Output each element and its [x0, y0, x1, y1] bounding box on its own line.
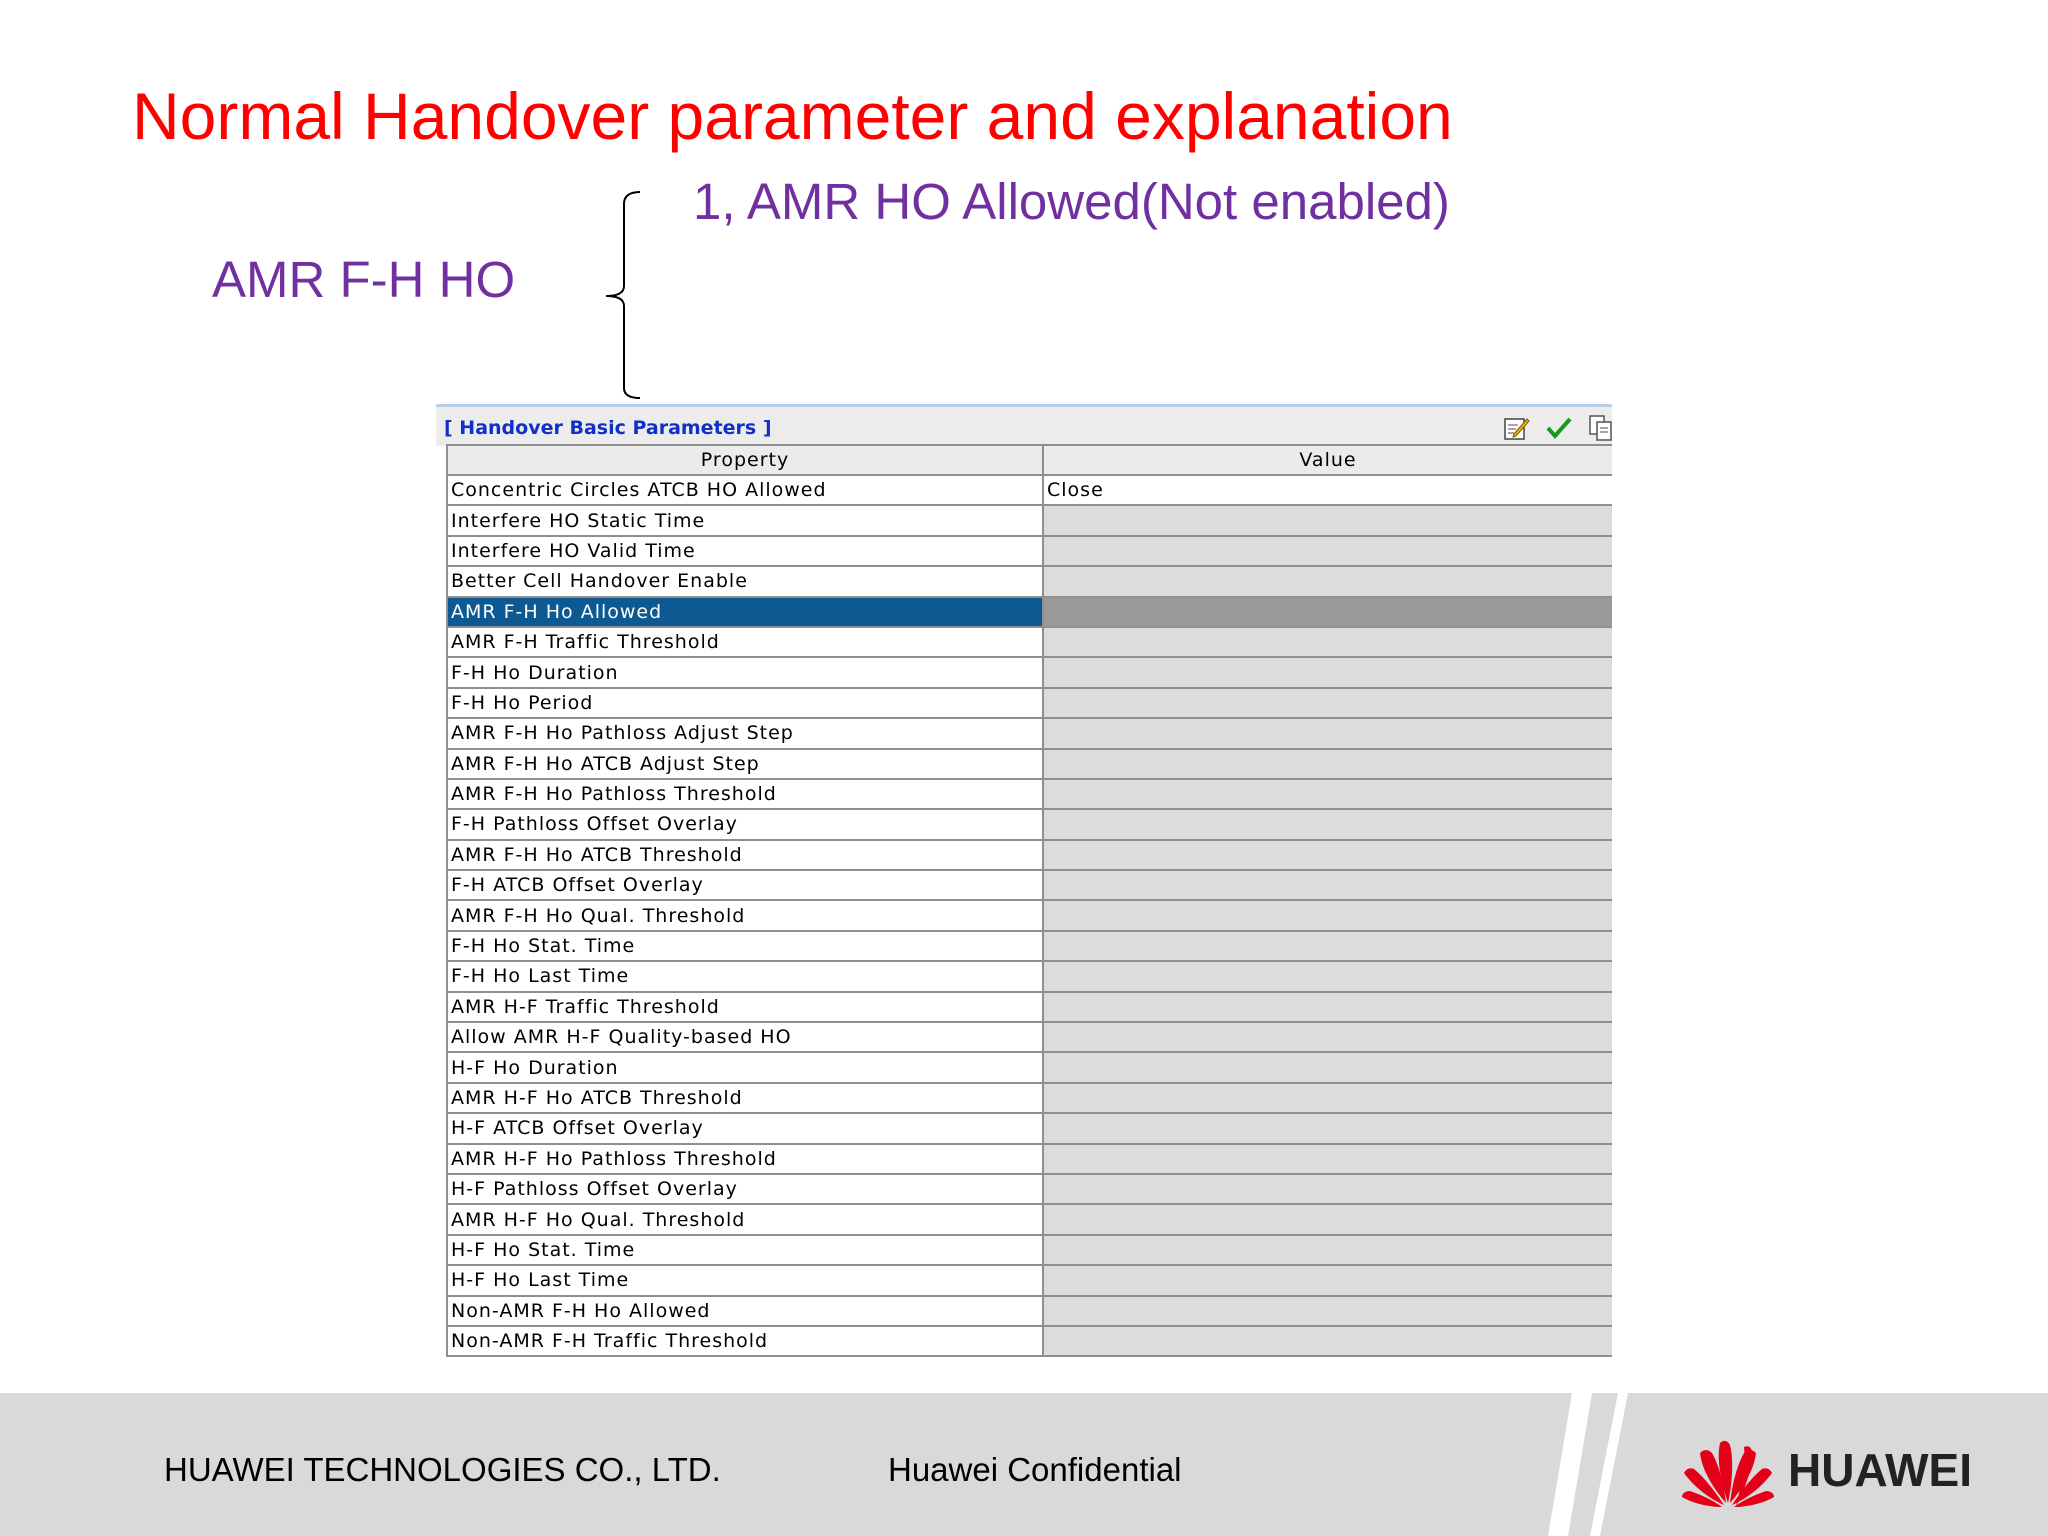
footer [0, 1393, 2048, 1536]
value-cell[interactable] [1043, 870, 1612, 900]
property-cell[interactable]: H-F Ho Last Time [447, 1265, 1043, 1295]
table-row[interactable] [447, 961, 1612, 991]
value-cell[interactable] [1043, 657, 1612, 687]
property-cell[interactable]: F-H Ho Stat. Time [447, 931, 1043, 961]
table-row[interactable] [447, 566, 1612, 596]
property-cell[interactable]: AMR F-H Ho ATCB Adjust Step [447, 749, 1043, 779]
footer-company: HUAWEI TECHNOLOGIES CO., LTD. [164, 1451, 721, 1488]
logo-wordmark: HUAWEI [1788, 1444, 1972, 1496]
property-cell[interactable]: Interfere HO Static Time [447, 505, 1043, 535]
table-row[interactable] [447, 779, 1612, 809]
value-cell[interactable] [1043, 1265, 1612, 1295]
value-cell[interactable] [1043, 1174, 1612, 1204]
topic-label: AMR F-H HO [212, 251, 516, 308]
property-cell[interactable]: H-F ATCB Offset Overlay [447, 1113, 1043, 1143]
property-cell[interactable]: Interfere HO Valid Time [447, 536, 1043, 566]
property-cell[interactable]: AMR F-H Ho Pathloss Threshold [447, 779, 1043, 809]
slide-title: Normal Handover parameter and explanation [132, 79, 1453, 153]
table-row[interactable] [447, 870, 1612, 900]
value-cell[interactable] [1043, 1083, 1612, 1113]
property-cell[interactable]: AMR F-H Ho Pathloss Adjust Step [447, 718, 1043, 748]
value-cell[interactable] [1043, 597, 1612, 627]
value-cell[interactable] [1043, 1326, 1612, 1356]
property-cell[interactable]: Non-AMR F-H Traffic Threshold [447, 1326, 1043, 1356]
property-cell[interactable]: Better Cell Handover Enable [447, 566, 1043, 596]
point-item: 1, AMR HO Allowed(Not enabled) [693, 173, 1450, 230]
table-row[interactable] [447, 1174, 1612, 1204]
table-row[interactable] [447, 931, 1612, 961]
value-cell[interactable] [1043, 1204, 1612, 1234]
huawei-logo [1676, 1431, 1976, 1511]
value-cell[interactable] [1043, 749, 1612, 779]
huawei-flower-icon [1676, 1431, 1780, 1511]
property-cell[interactable]: H-F Ho Stat. Time [447, 1235, 1043, 1265]
property-cell[interactable]: H-F Ho Duration [447, 1052, 1043, 1082]
property-cell[interactable]: AMR H-F Traffic Threshold [447, 992, 1043, 1022]
value-cell[interactable] [1043, 1113, 1612, 1143]
value-cell[interactable] [1043, 718, 1612, 748]
footer-confidential: Huawei Confidential [888, 1451, 1182, 1488]
value-cell[interactable] [1043, 1052, 1612, 1082]
value-cell[interactable] [1043, 900, 1612, 930]
parameters-panel [436, 404, 1612, 1394]
property-cell[interactable]: AMR F-H Ho ATCB Threshold [447, 840, 1043, 870]
table-row[interactable] [447, 1326, 1612, 1356]
property-cell[interactable]: Allow AMR H-F Quality-based HO [447, 1022, 1043, 1052]
value-cell[interactable] [1043, 840, 1612, 870]
value-cell[interactable] [1043, 779, 1612, 809]
table-row[interactable] [447, 749, 1612, 779]
table-row[interactable] [447, 688, 1612, 718]
property-cell[interactable]: AMR F-H Traffic Threshold [447, 627, 1043, 657]
table-row[interactable] [447, 1296, 1612, 1326]
value-cell[interactable] [1043, 1022, 1612, 1052]
property-cell[interactable]: AMR F-H Ho Qual. Threshold [447, 900, 1043, 930]
value-cell[interactable] [1043, 1296, 1612, 1326]
value-cell[interactable] [1043, 566, 1612, 596]
value-cell[interactable]: Close [1043, 475, 1612, 505]
table-row[interactable] [447, 1113, 1612, 1143]
property-cell[interactable]: AMR H-F Ho ATCB Threshold [447, 1083, 1043, 1113]
value-cell[interactable] [1043, 992, 1612, 1022]
property-cell[interactable]: F-H Ho Duration [447, 657, 1043, 687]
table-row[interactable] [447, 536, 1612, 566]
column-header-property[interactable]: Property [447, 445, 1043, 475]
value-cell[interactable] [1043, 961, 1612, 991]
property-cell[interactable]: AMR H-F Ho Pathloss Threshold [447, 1144, 1043, 1174]
panel-header [436, 404, 1612, 446]
property-cell[interactable]: Non-AMR F-H Ho Allowed [447, 1296, 1043, 1326]
table-row[interactable] [447, 627, 1612, 657]
value-cell[interactable] [1043, 688, 1612, 718]
parameters-table [446, 444, 1612, 1357]
value-cell[interactable] [1043, 536, 1612, 566]
panel-title: [ Handover Basic Parameters ] [444, 417, 772, 439]
table-row[interactable] [447, 1265, 1612, 1295]
table-row[interactable] [447, 597, 1612, 627]
table-row[interactable] [447, 1144, 1612, 1174]
property-cell[interactable]: F-H Ho Period [447, 688, 1043, 718]
property-cell[interactable]: F-H Ho Last Time [447, 961, 1043, 991]
value-cell[interactable] [1043, 1235, 1612, 1265]
value-cell[interactable] [1043, 1144, 1612, 1174]
property-cell[interactable]: Concentric Circles ATCB HO Allowed [447, 475, 1043, 505]
table-row[interactable] [447, 992, 1612, 1022]
property-cell[interactable]: H-F Pathloss Offset Overlay [447, 1174, 1043, 1204]
check-icon[interactable] [1545, 414, 1573, 442]
table-row[interactable] [447, 1235, 1612, 1265]
property-cell[interactable]: F-H Pathloss Offset Overlay [447, 809, 1043, 839]
value-cell[interactable] [1043, 627, 1612, 657]
value-cell[interactable] [1043, 931, 1612, 961]
edit-icon[interactable] [1502, 414, 1530, 442]
table-row[interactable] [447, 1052, 1612, 1082]
table-row[interactable] [447, 809, 1612, 839]
table-row[interactable] [447, 1022, 1612, 1052]
value-cell[interactable] [1043, 505, 1612, 535]
table-row[interactable] [447, 718, 1612, 748]
column-header-value[interactable]: Value [1043, 445, 1612, 475]
table-row[interactable] [447, 505, 1612, 535]
value-cell[interactable] [1043, 809, 1612, 839]
table-row[interactable] [447, 900, 1612, 930]
property-cell[interactable]: F-H ATCB Offset Overlay [447, 870, 1043, 900]
table-row[interactable] [447, 1204, 1612, 1234]
table-header-row [447, 445, 1612, 475]
table-row[interactable] [447, 475, 1612, 505]
table-row[interactable] [447, 840, 1612, 870]
property-cell[interactable]: AMR F-H Ho Allowed [447, 597, 1043, 627]
table-body [447, 475, 1612, 1356]
property-cell[interactable]: AMR H-F Ho Qual. Threshold [447, 1204, 1043, 1234]
copy-icon[interactable] [1588, 414, 1612, 442]
curly-brace-icon [600, 190, 646, 400]
table-row[interactable] [447, 657, 1612, 687]
table-row[interactable] [447, 1083, 1612, 1113]
